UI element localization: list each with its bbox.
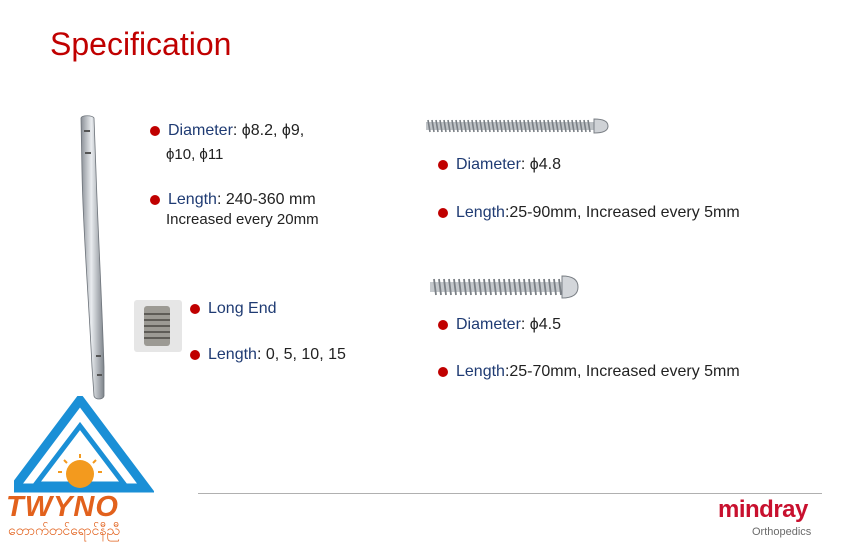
screw-1-diameter-value: : ϕ4.8: [520, 156, 561, 173]
footer-divider: [198, 493, 822, 494]
nail-image: [70, 112, 120, 402]
bullet-dot: [438, 320, 448, 330]
bullet-dot: [190, 304, 200, 314]
twyno-logo-name: TWYNO: [6, 491, 119, 523]
screw-1-length-label: Length: [456, 204, 505, 221]
screw-2-image: [428, 274, 580, 300]
screw-2-diameter-bullet: [438, 315, 561, 335]
page-title: Specification: [50, 26, 232, 62]
bullet-dot: [438, 208, 448, 218]
nail-diameter-bullet: [150, 121, 304, 141]
screw-1-image: [424, 116, 610, 136]
bullet-dot: [190, 350, 200, 360]
nail-diameter-label: Diameter: [168, 122, 233, 139]
screw-1-length-bullet: [438, 203, 740, 223]
screw-2-diameter-label: Diameter: [456, 316, 521, 333]
nail-length-label: Length: [168, 191, 217, 208]
nail-diameter-continued: ϕ10, ϕ11: [166, 146, 224, 163]
screw-2-length-label: Length: [456, 363, 505, 380]
endcap-label-bullet: [190, 299, 277, 319]
screw-1-diameter-label: Diameter: [456, 156, 521, 173]
screw-2-length-value: :25-70mm, Increased every 5mm: [504, 363, 740, 380]
bullet-dot: [150, 195, 160, 205]
screw-2-diameter-value: : ϕ4.5: [520, 316, 561, 333]
bullet-dot: [150, 126, 160, 136]
bullet-dot: [438, 160, 448, 170]
endcap-length-label: Length: [208, 346, 257, 363]
mindray-logo-name: mindray: [718, 496, 808, 523]
endcap-length-bullet: [190, 345, 346, 365]
endcap-length-value: : 0, 5, 10, 15: [256, 346, 346, 363]
nail-diameter-value: : ϕ8.2, ϕ9,: [232, 122, 305, 139]
end-cap-image: [134, 300, 182, 352]
screw-2-length-bullet: [438, 362, 740, 382]
nail-length-bullet: [150, 190, 316, 210]
mindray-logo-subtitle: Orthopedics: [752, 526, 812, 538]
twyno-triangle-logo: [14, 396, 154, 494]
twyno-logo-subtitle: တောက်တင်ရောင်နီညီ: [8, 522, 121, 538]
screw-1-diameter-bullet: [438, 155, 561, 175]
screw-1-length-value: :25-90mm, Increased every 5mm: [504, 204, 740, 221]
nail-length-value: : 240-360 mm: [216, 191, 316, 208]
nail-length-continued: Increased every 20mm: [166, 211, 319, 228]
endcap-label: Long End: [208, 300, 277, 317]
bullet-dot: [438, 367, 448, 377]
